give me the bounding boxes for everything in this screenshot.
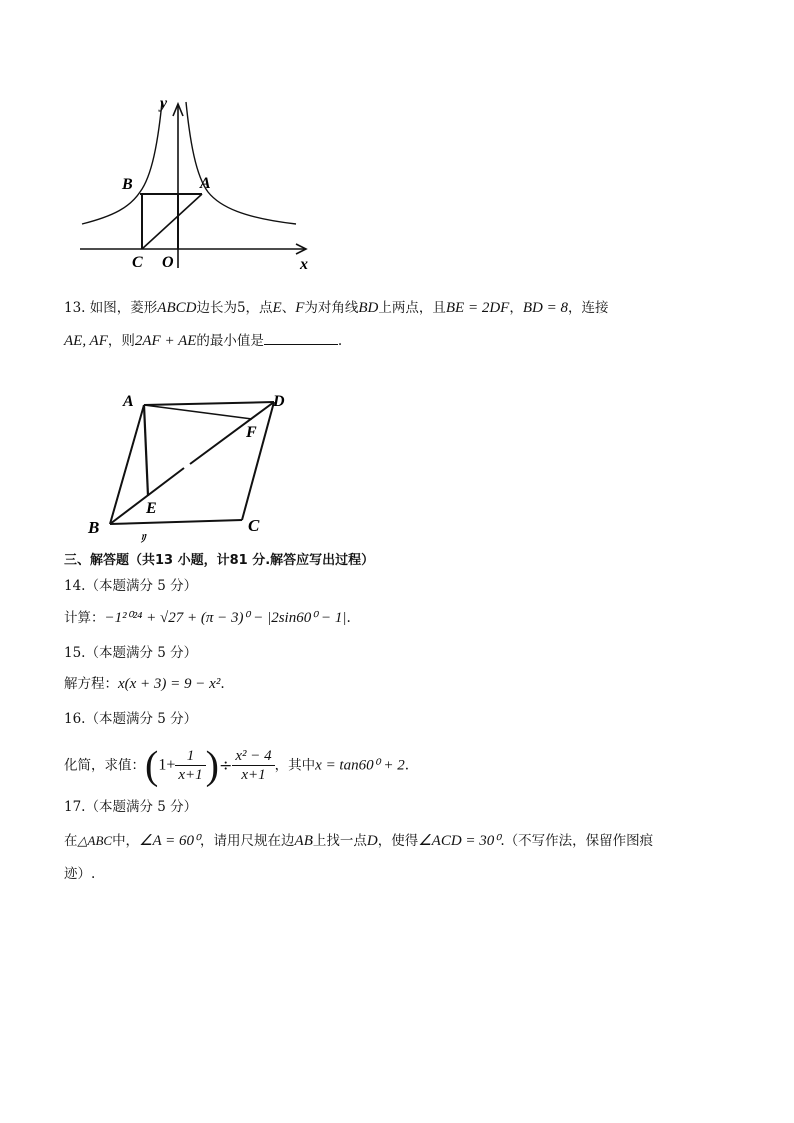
- side-bc: [110, 520, 242, 524]
- q17-line1: 在△ABC中，∠A = 60⁰，请用尺规在边AB上找一点D，使得∠ACD = 30⁰.（不写作法，保留作图痕: [64, 833, 654, 849]
- label-y: y: [160, 95, 168, 112]
- q13-line1: 13. 如图，菱形ABCD边长为5，点E、F为对角线BD上两点，且BE = 2DF，BD = 8，连接: [64, 300, 609, 316]
- section3-title: 三、解答题（共13 小题，计81 分.解答应写出过程）: [64, 553, 375, 568]
- q13-line2: AE, AF，则2AF + AE的最小值是 .: [64, 330, 342, 351]
- q14-header: 14.（本题满分 5 分）: [64, 578, 198, 594]
- label-f: F: [246, 424, 257, 441]
- q17-header: 17.（本题满分 5 分）: [64, 799, 198, 815]
- label-c: C: [248, 516, 260, 535]
- q14-expression: −1²⁰²⁴ + √27 + (π − 3)⁰ − |2sin60⁰ − 1|: [104, 610, 347, 626]
- fraction-1: $\frac{1}{x+1}$: [175, 747, 205, 784]
- segment-af: [144, 405, 252, 419]
- q15-header: 15.（本题满分 5 分）: [64, 645, 198, 661]
- q17-line2: 迹）.: [64, 866, 96, 882]
- side-dc: [242, 402, 274, 520]
- hyperbola-left-branch: [82, 102, 162, 224]
- answer-blank: [264, 330, 338, 345]
- segment-ca: [142, 194, 202, 249]
- side-ad: [144, 402, 274, 405]
- label-x: x: [300, 256, 308, 272]
- q15-equation: x(x + 3) = 9 − x²: [118, 676, 221, 692]
- label-a: A: [200, 175, 211, 192]
- hyperbola-figure: [74, 92, 324, 272]
- label-b: B: [88, 518, 100, 537]
- side-ab: [110, 405, 144, 524]
- segment-ae: [144, 405, 148, 496]
- label-a: A: [123, 393, 134, 410]
- label-o: O: [162, 254, 174, 271]
- label-b: B: [122, 176, 133, 193]
- stray-mark: ﾘ: [140, 533, 146, 545]
- q16-body: 化简，求值：(1+ $\frac{1}{x+1}$ )÷ $\frac{\text{x² − 4}}{x+1}$ ，其中x = tan60⁰ + 2.: [64, 742, 410, 788]
- diagonal-bd-upper: [190, 402, 274, 464]
- fraction-2: $\frac{\text{x² − 4}}{x+1}$: [232, 747, 274, 784]
- label-c: C: [132, 254, 143, 271]
- label-d: D: [273, 393, 285, 410]
- q16-header: 16.（本题满分 5 分）: [64, 711, 198, 727]
- hyperbola-right-branch: [186, 102, 296, 224]
- q14-body: 计算：−1²⁰²⁴ + √27 + (π − 3)⁰ − |2sin60⁰ − 1|.: [64, 610, 351, 626]
- q15-body: 解方程：x(x + 3) = 9 − x².: [64, 676, 225, 692]
- label-e: E: [146, 500, 157, 517]
- rhombus-figure: [84, 386, 294, 546]
